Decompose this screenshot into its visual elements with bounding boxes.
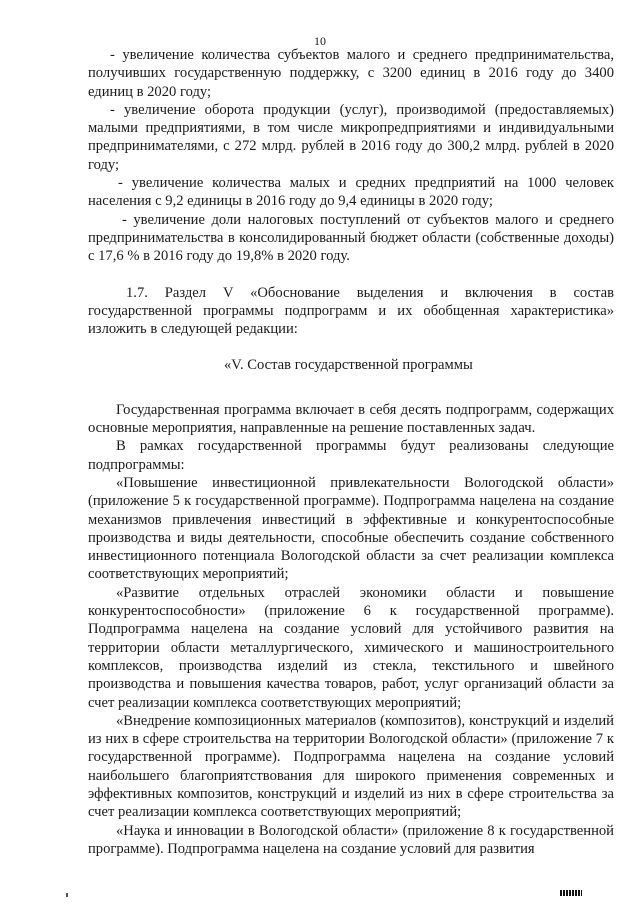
document-body (88, 46, 614, 858)
paragraph-subprograms-intro: В рамках государственной программы будут реализованы следующие подпрограммы: (88, 438, 614, 473)
paragraph-bullet-1: - увеличение количества субъектов малого и среднего предпринимательства, получивших государственную поддержку, с 3200 единиц в 2016 году до 3400 единиц в 2020 году; (88, 47, 614, 100)
paragraph-subprogram-composites: «Внедрение композиционных материалов (композитов), конструкций и изделий из них в сфере строительства на территории Вологодской области» (приложение 7 к государственной программе). Подпрограмма нацелена на создание условий наибольшего благоприятствования для широкого применения современных и эффективных композитов, конструкций и изделий из них в сфере строительства за счет реализации комплекса соответствующих мероприятий; (88, 712, 614, 821)
paragraph-subprogram-industry: «Развитие отдельных отраслей экономики области и повышение конкурентоспособности» (приложение 6 к государственной программе). Подпрограмма нацелена на создание условий для устойчивого развития на территории области металлургического, химического и машиностроительного комплексов, производства изделий из стекла, текстильного и швейного производства и повышения качества товаров, работ, услуг организаций области за счет реализации комплекса соответствующих мероприятий; (88, 584, 614, 711)
paragraph-subprogram-science: «Наука и инновации в Вологодской области» (приложение 8 к государственной программе). Подпрограмма нацелена на создание условий для развития (88, 822, 614, 857)
paragraph-subprogram-investment: «Повышение инвестиционной привлекательности Вологодской области» (приложение 5 к государственной программе). Подпрограмма нацелена на создание механизмов привлечения инвестиций в эффективные и конкурентоспособные производства и виды деятельности, способные обеспечить создание собственного инвестиционного потенциала Вологодской области за счет реализации комплекса соответствующих мероприятий; (88, 474, 614, 583)
paragraph-item-1-7: 1.7. Раздел V «Обоснование выделения и включения в состав государственной программы подпрограмм и их обобщенная характеристика» изложить в следующей редакции: (88, 284, 614, 338)
section-title: «V. Состав государственной программы (224, 357, 473, 374)
scan-mark-left (66, 893, 68, 897)
page-number: 10 (314, 34, 326, 48)
scan-barcode-mark (560, 890, 582, 896)
paragraph-bullet-4: - увеличение доли налоговых поступлений от субъектов малого и среднего предпринимательства в консолидированный бюджет области (собственные доходы) с 17,6 % в 2016 году до 19,8% в 2020 году. (88, 211, 614, 265)
paragraph-bullet-2: - увеличение оборота продукции (услуг), производимой (предоставляемых) малыми предприятиями, в том числе микропредприятиями и индивидуальными предпринимателями, с 272 млрд. рублей в 2016 году до 300,2 млрд. рублей в 2020 году; (88, 101, 614, 173)
paragraph-bullet-3: - увеличение количества малых и средних предприятий на 1000 человек населения с 9,2 единицы в 2016 году до 9,4 единицы в 2020 году; (88, 175, 614, 210)
paragraph-program-intro: Государственная программа включает в себя десять подпрограмм, содержащих основные мероприятия, направленные на решение поставленных задач. (88, 401, 614, 437)
